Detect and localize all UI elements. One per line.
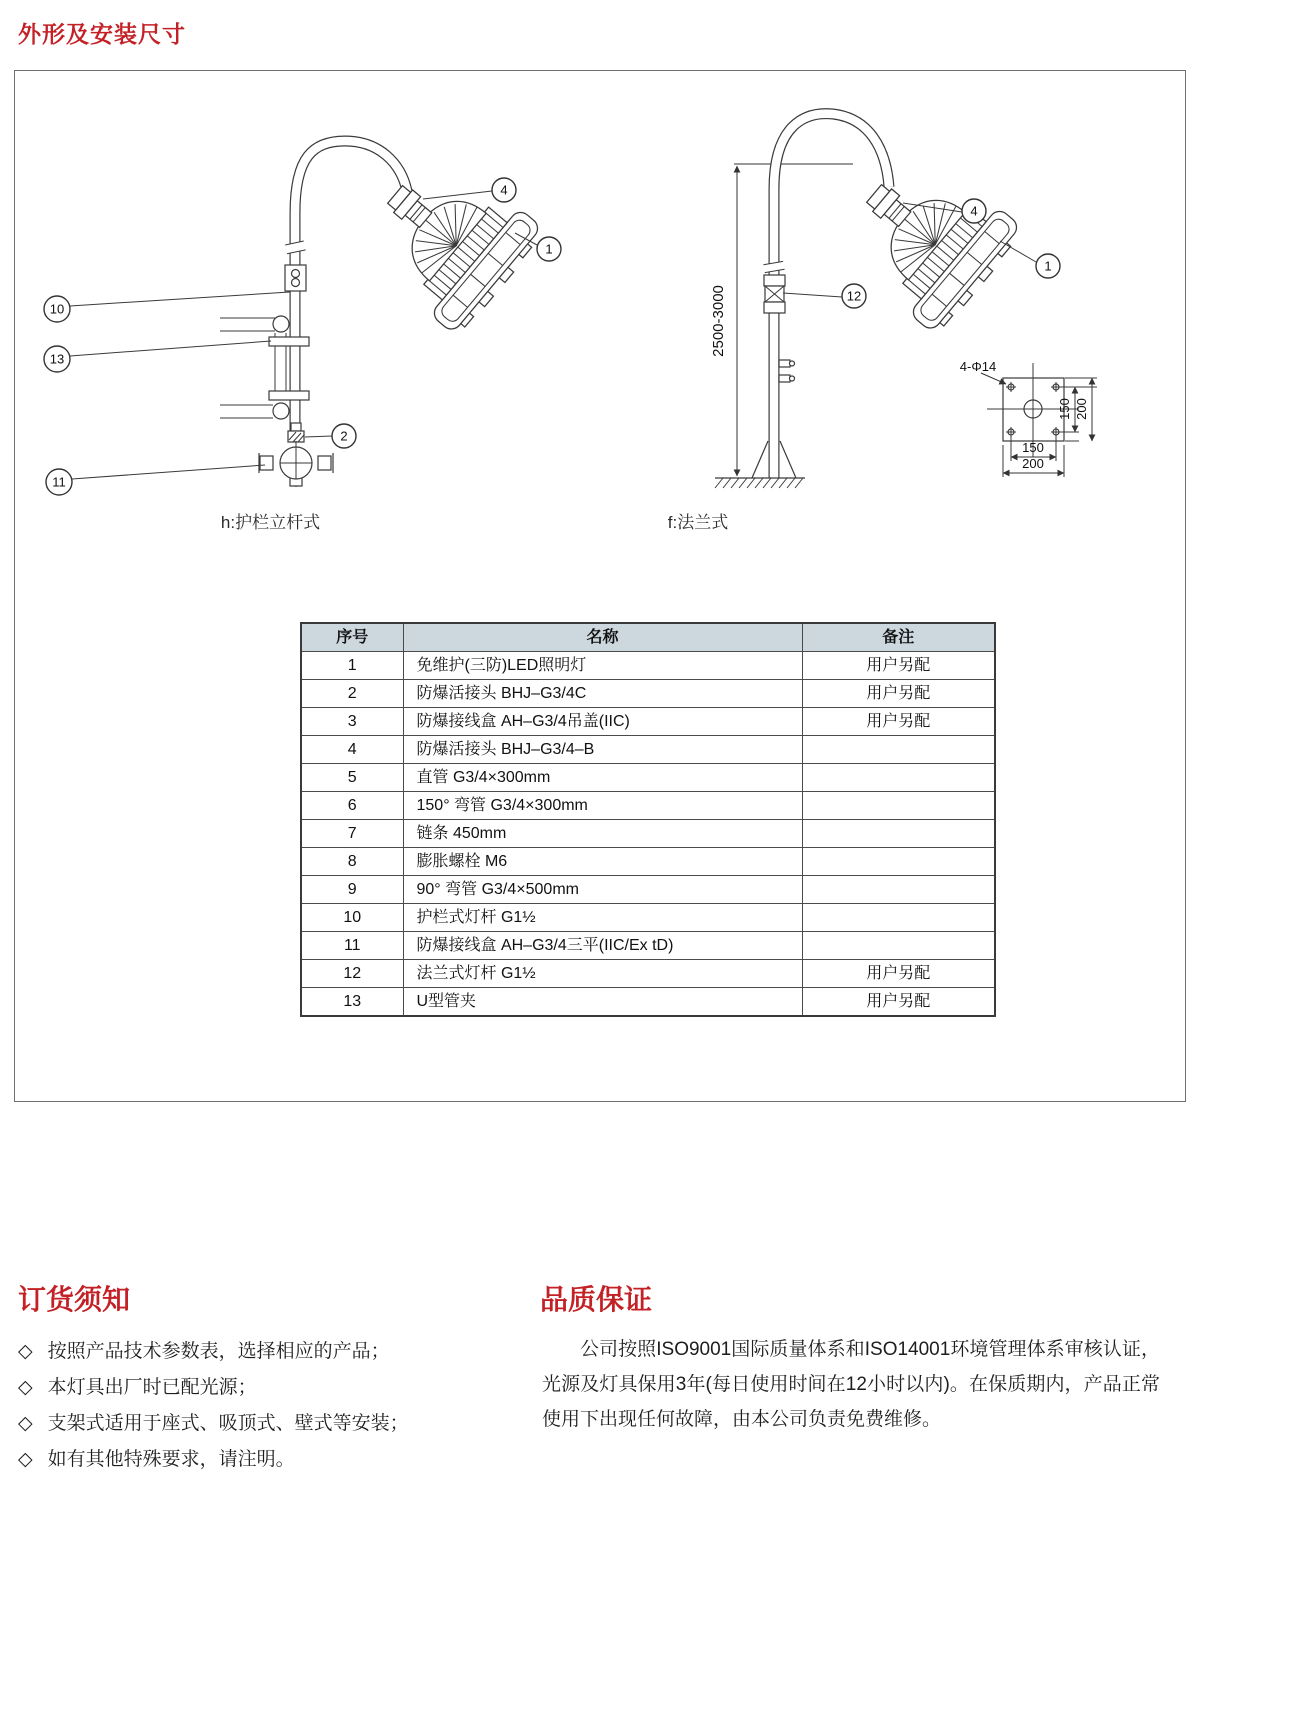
diamond-bullet-icon: ◇ (18, 1449, 33, 1470)
cell-no: 6 (301, 792, 403, 820)
cell-no: 9 (301, 876, 403, 904)
table-row (301, 876, 995, 904)
cell-remark (802, 848, 995, 876)
cell-name: 护栏式灯杆 G1½ (403, 904, 802, 932)
cell-remark (802, 904, 995, 932)
ordering-list (18, 1334, 498, 1478)
cell-name: U型管夹 (403, 988, 802, 1017)
cell-name: 150° 弯管 G3/4×300mm (403, 792, 802, 820)
table-header-row (301, 623, 995, 652)
callout-1 (1036, 254, 1060, 278)
cell-name: 直管 G3/4×300mm (403, 764, 802, 792)
cell-no: 1 (301, 652, 403, 680)
cell-name: 防爆活接头 BHJ–G3/4C (403, 680, 802, 708)
cell-no: 3 (301, 708, 403, 736)
cell-remark (802, 736, 995, 764)
table-row (301, 932, 995, 960)
order-note-item (18, 1442, 498, 1478)
cell-remark (802, 764, 995, 792)
cell-name: 免维护(三防)LED照明灯 (403, 652, 802, 680)
svg-text:150: 150 (1057, 398, 1072, 420)
cell-remark: 用户另配 (802, 708, 995, 736)
order-note-text: 按照产品技术参数表，选择相应的产品； (47, 1341, 390, 1362)
guardrail-mount-drawing (44, 141, 561, 495)
svg-text:4: 4 (970, 203, 978, 219)
cell-remark: 用户另配 (802, 680, 995, 708)
table-row (301, 680, 995, 708)
order-note-item (18, 1334, 498, 1370)
flange-holes-label: 4-Φ14 (959, 359, 997, 374)
callout-10 (44, 296, 70, 322)
quality-section-title: 品质保证 (540, 1284, 653, 1315)
order-note-item (18, 1406, 498, 1442)
table-row (301, 820, 995, 848)
header-no: 序号 (301, 623, 403, 652)
table-row (301, 848, 995, 876)
svg-text:1: 1 (545, 241, 553, 257)
callout-4 (492, 178, 516, 202)
svg-text:2: 2 (340, 428, 348, 444)
order-note-item (18, 1370, 498, 1406)
ordering-section-title: 订货须知 (18, 1284, 131, 1315)
cell-name: 膨胀螺栓 M6 (403, 848, 802, 876)
cell-no: 10 (301, 904, 403, 932)
parts-table (300, 622, 996, 1017)
cell-no: 11 (301, 932, 403, 960)
table-row (301, 736, 995, 764)
cell-no: 2 (301, 680, 403, 708)
cell-name: 法兰式灯杆 G1½ (403, 960, 802, 988)
callout-4 (962, 199, 986, 223)
cell-name: 链条 450mm (403, 820, 802, 848)
callout-13 (44, 346, 70, 372)
header-name: 名称 (403, 623, 802, 652)
cell-no: 8 (301, 848, 403, 876)
svg-text:200: 200 (1074, 398, 1089, 420)
table-row (301, 792, 995, 820)
callout-12 (842, 284, 866, 308)
callout-11 (46, 469, 72, 495)
order-note-text: 支架式适用于座式、吸顶式、壁式等安装； (47, 1413, 409, 1434)
table-row (301, 960, 995, 988)
cell-remark: 用户另配 (802, 960, 995, 988)
callout-2 (332, 424, 356, 448)
svg-text:1: 1 (1044, 258, 1052, 274)
caption-flange-type: f:法兰式 (667, 513, 729, 532)
cell-no: 4 (301, 736, 403, 764)
cell-name: 90° 弯管 G3/4×500mm (403, 876, 802, 904)
cell-no: 7 (301, 820, 403, 848)
flange-plate-detail (960, 359, 1097, 477)
cell-name: 防爆接线盒 AH–G3/4三平(IIC/Ex tD) (403, 932, 802, 960)
svg-text:11: 11 (52, 474, 66, 490)
svg-text:12: 12 (846, 288, 862, 304)
order-note-text: 如有其他特殊要求，请注明。 (47, 1449, 295, 1470)
page-title: 外形及安装尺寸 (18, 21, 186, 47)
flange-mount-drawing (710, 114, 1097, 488)
svg-text:4: 4 (500, 182, 508, 198)
svg-text:150: 150 (1022, 440, 1044, 455)
height-dimension-label: 2500-3000 (710, 285, 727, 357)
table-row (301, 904, 995, 932)
cell-remark (802, 932, 995, 960)
cell-remark: 用户另配 (802, 652, 995, 680)
cell-name: 防爆接线盒 AH–G3/4吊盖(IIC) (403, 708, 802, 736)
table-row (301, 652, 995, 680)
quality-body-text: 公司按照ISO9001国际质量体系和ISO14001环境管理体系审核认证，光源及灯具保用3年(每日使用时间在12小时以内)。在保质期内，产品正常使用下出现任何故障，由本公司负责免费维修。 (542, 1339, 1160, 1430)
parts-table-body (301, 652, 995, 1017)
svg-text:200: 200 (1022, 456, 1044, 471)
svg-text:10: 10 (49, 301, 65, 317)
table-row (301, 708, 995, 736)
cell-remark: 用户另配 (802, 988, 995, 1017)
cell-remark (802, 820, 995, 848)
table-row (301, 988, 995, 1017)
callout-1 (537, 237, 561, 261)
diamond-bullet-icon: ◇ (18, 1413, 33, 1434)
order-note-text: 本灯具出厂时已配光源； (47, 1377, 257, 1398)
cell-remark (802, 876, 995, 904)
cell-no: 12 (301, 960, 403, 988)
cell-remark (802, 792, 995, 820)
cell-no: 5 (301, 764, 403, 792)
table-row (301, 764, 995, 792)
header-remark: 备注 (802, 623, 995, 652)
diamond-bullet-icon: ◇ (18, 1377, 33, 1398)
cell-no: 13 (301, 988, 403, 1017)
diamond-bullet-icon: ◇ (18, 1341, 33, 1362)
caption-guardrail-type: h:护栏立杆式 (220, 513, 321, 532)
svg-text:13: 13 (49, 351, 65, 367)
cell-name: 防爆活接头 BHJ–G3/4–B (403, 736, 802, 764)
